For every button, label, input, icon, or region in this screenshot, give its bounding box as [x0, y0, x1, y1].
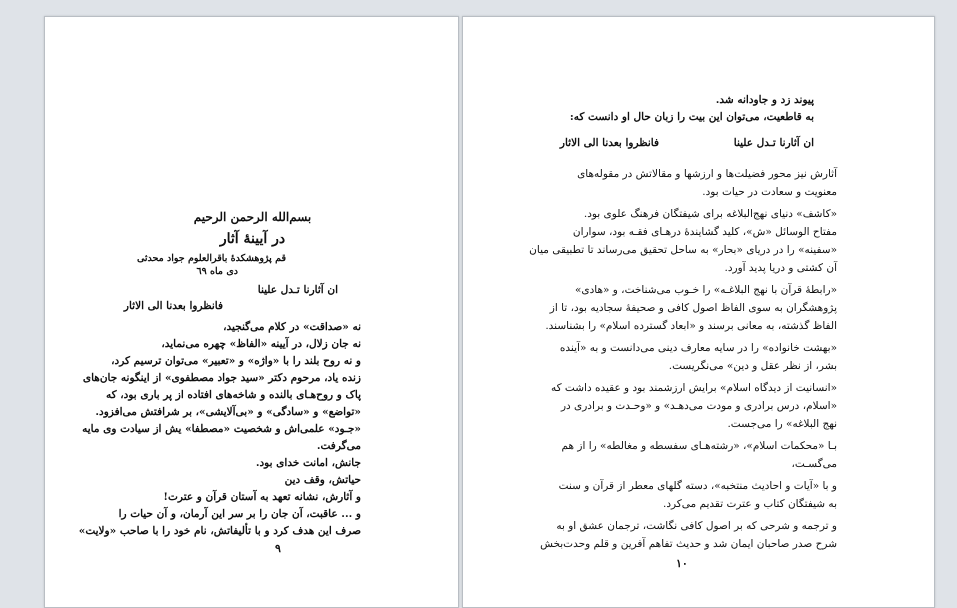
page-title: در آیینهٔ آثار	[219, 231, 286, 247]
author-line: قم پژوهشکدهٔ باقرالعلوم جواد محدثی	[136, 253, 286, 264]
body-line: «انسانیت از دیدگاه اسلام» برایش ارزشمند بود و عقیده داشت که	[550, 382, 837, 394]
body-line: نهج البلاغه» را می‌جست.	[727, 418, 837, 430]
body-line: شرح صدر صاحبان ایمان شد و حدیث تفاهم آفرین و قلم وحدت‌بخش	[540, 538, 837, 550]
body-line: می‌گسـت،	[791, 458, 837, 470]
body-line: «بهشت خانواده» را در سایه معارف دینی می‌دانست و به «آینده	[559, 342, 837, 354]
body-line: معنویت و سعادت در حیات بود.	[702, 186, 837, 198]
intro-line: به قاطعیت، می‌توان این بیت را زبان حال او دانست که:	[569, 111, 814, 123]
body-line: الفاظ گذشته، به معانی برسند و «ابعاد گسترده اسلام» را بشناسند.	[545, 320, 837, 332]
body-line: حیاتش، وقف دین	[284, 474, 361, 486]
basmala: بسم‌الله الرحمن الرحیم	[193, 210, 312, 224]
body-line: و با «آیات و احادیث منتخبه»، دسته گلهای معطر از قرآن و سنت	[558, 480, 837, 492]
body-line: و ... عاقبت، آن جان را بر سر این آرمان، و آن حیات را	[118, 508, 361, 520]
body-line: می‌گرفت.	[316, 440, 361, 452]
document-page-left	[44, 16, 459, 608]
body-line: آن کشتی و دریا پدید آورد.	[724, 262, 837, 274]
body-line: آثارش نیز محور فضیلت‌ها و ارزشها و مقالاتش در مقوله‌های	[577, 168, 837, 180]
verse-hemistich-right: ان آثارنا تـدل علینا	[257, 284, 338, 296]
body-line: «اسلام، درس برادری و مودت می‌دهـد» و «وحـدت و برادری در	[560, 400, 837, 412]
body-line: بـا «محکمات اسلام»، «رشته‌هـای سفسطه و مغالطه» را از هم	[561, 440, 837, 452]
body-line: بشر، از نظر عقل و دین» می‌نگریست.	[668, 360, 837, 372]
body-line: و نه روح بلند را با «واژه» و «تعبیر» می‌توان ترسیم کرد،	[111, 355, 361, 367]
body-line: «تواضع» و «سادگی» و «بی‌آلایشی»، بر شرافتش می‌افزود.	[95, 406, 361, 418]
body-line: نه جان زلال، در آیینه «الفاظ» چهره می‌نماید،	[161, 338, 361, 350]
document-page-right	[462, 16, 935, 608]
verse-hemistich-left: فانظروا بعدنا الی الاثار	[123, 300, 223, 312]
body-line: پژوهشگران به سوی الفاظ اصول کافی و صحیفهٔ سجادیه بود، تا از	[549, 302, 837, 314]
body-line: زنده یاد، مرحوم دکتر «سید جواد مصطفوی» از اینگونه جان‌های	[82, 372, 361, 384]
verse-hemistich-left: فانظروا بعدنا الی الاثار	[559, 137, 659, 149]
verse-hemistich-right: ان آثارنا تـدل علینا	[733, 137, 814, 149]
body-line: و آثارش، نشانه تعهد به آستان قرآن و عترت!	[163, 491, 361, 503]
body-line: و ترجمه و شرحی که بر اصول کافی نگاشت، ترجمان عشق او به	[556, 520, 837, 532]
page-number: ١٠	[676, 557, 688, 570]
date-line: دی ماه ٦٩	[196, 266, 238, 277]
intro-line: پیوند زد و جاودانه شد.	[715, 94, 814, 106]
body-line: به شیفتگان کتاب و عترت تقدیم می‌کرد.	[662, 498, 837, 510]
body-line: پاک و روح‌هـای بالنده و شاخه‌های افتاده از پر باری بود، که	[105, 389, 361, 401]
body-line: جانش، امانت خدای بود.	[255, 457, 361, 469]
body-line: «جـود» علمی‌اش و شخصیت «مصطفا» یش از سیادت وی مایه	[82, 423, 361, 435]
body-line: نه «صداقت» در کلام می‌گنجید،	[223, 321, 361, 333]
page-number: ٩	[275, 542, 281, 555]
body-line: «کاشف» دنیای نهج‌البلاغه برای شیفتگان فرهنگ علوی بود.	[583, 208, 837, 220]
body-line: «سفینه» را در دریای «بحار» به ساحل تحقیق می‌رساند تا تطبیقی میان	[529, 244, 837, 256]
body-line: صرف این هدف کرد و با تألیفاتش، نام خود را با صاحب «ولایت»	[78, 525, 361, 537]
body-line: «رابطهٔ قرآن با نهج البلاغـه» را خـوب می‌شناخت، و «هادی»	[574, 284, 837, 296]
body-line: مفتاح الوسائل «ش»، کلید گشایندهٔ درهـای فقـه بود، سواران	[572, 226, 837, 238]
